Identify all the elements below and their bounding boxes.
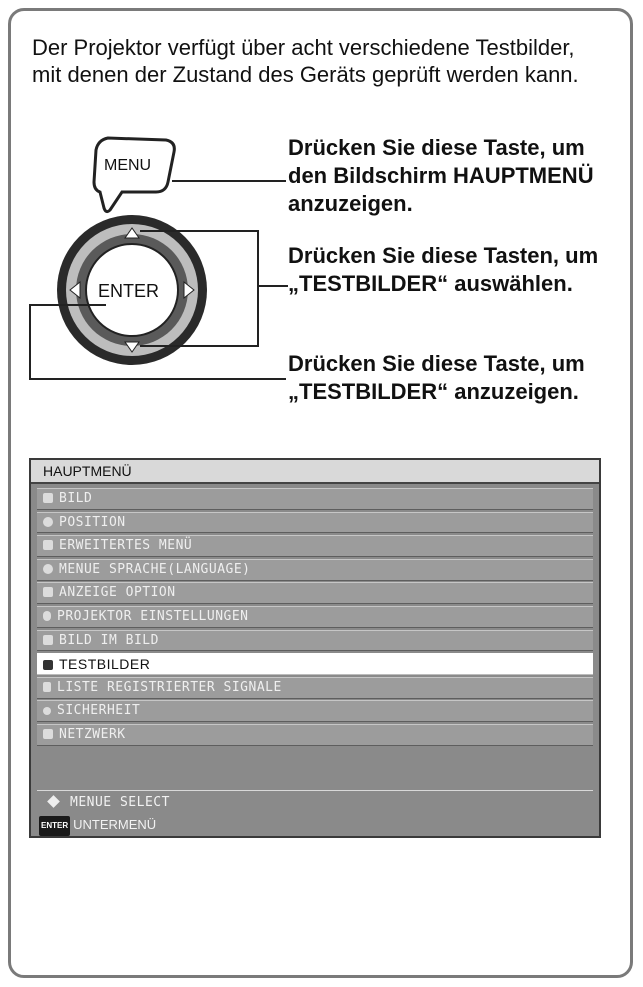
intro-text: Der Projektor verfügt über acht verschiedene Testbilder, mit denen der Zustand des Geräts geprüft werden kann. [32,35,579,87]
submenu-label: UNTERMENÜ [73,817,157,832]
menu-item-label: PROJEKTOR EINSTELLUNGEN [57,608,249,624]
language-icon [43,564,53,574]
menu-item-label: ERWEITERTES MENÜ [59,538,193,554]
menu-item-label: BILD [59,491,93,506]
menu-item-label: LISTE REGISTRIERTER SIGNALE [57,679,282,695]
menu-item-netzwerk[interactable] [37,724,593,746]
menu-item-label: BILD IM BILD [59,632,159,648]
menu-item-anzeige-option[interactable] [37,582,593,604]
submenu-hint [39,816,156,836]
menu-item-label: NETZWERK [59,726,126,742]
menu-select-label: MENUE SELECT [70,795,170,810]
enter-key[interactable] [98,281,159,301]
display-option-icon [43,587,53,597]
menu-item-liste-registrierter-signale[interactable] [37,677,593,699]
menu-item-label: TESTBILDER [59,656,151,673]
menu-key-label: MENU [104,157,152,174]
caption-enter-key: Drücken Sie diese Taste, um „TESTBILDER“ anzuzeigen. [288,351,585,404]
menu-item-bild[interactable] [37,488,593,510]
menu-title: HAUPTMENÜ [31,460,599,484]
main-menu-screen [29,458,601,838]
caption-menu-key: Drücken Sie diese Taste, um den Bildschirm HAUPTMENÜ anzuzeigen. [288,135,594,216]
menu-item-projektor-einstellungen[interactable] [37,606,593,628]
menu-item-menue-sprache[interactable] [37,559,593,581]
enter-badge-icon: ENTER [39,816,70,836]
test-pattern-icon [43,660,53,670]
menu-item-sicherheit[interactable] [37,700,593,722]
menu-item-erweitertes-menu[interactable] [37,535,593,557]
enter-key-label: ENTER [98,281,160,301]
menu-item-label: SICHERHEIT [57,703,141,719]
select-arrows-icon [47,795,60,808]
signal-list-icon [43,682,51,692]
menu-item-bild-im-bild[interactable] [37,630,593,652]
picture-icon [43,493,53,503]
menu-item-label: POSITION [59,514,126,530]
menu-divider [37,790,593,791]
menu-item-position[interactable] [37,512,593,534]
advanced-menu-icon [43,540,53,550]
security-icon [43,707,51,715]
menu-item-testbilder[interactable] [37,653,593,675]
menu-key[interactable] [94,138,174,212]
picture-in-picture-icon [43,635,53,645]
menu-item-label: MENUE SPRACHE(LANGUAGE) [59,561,251,577]
menu-list [37,488,593,748]
menu-select-hint [49,794,170,812]
menu-item-label: ANZEIGE OPTION [59,585,176,601]
network-icon [43,729,53,739]
position-icon [43,517,53,527]
caption-arrow-keys: Drücken Sie diese Tasten, um „TESTBILDER“ auswählen. [288,243,599,296]
projector-settings-icon [43,611,51,621]
